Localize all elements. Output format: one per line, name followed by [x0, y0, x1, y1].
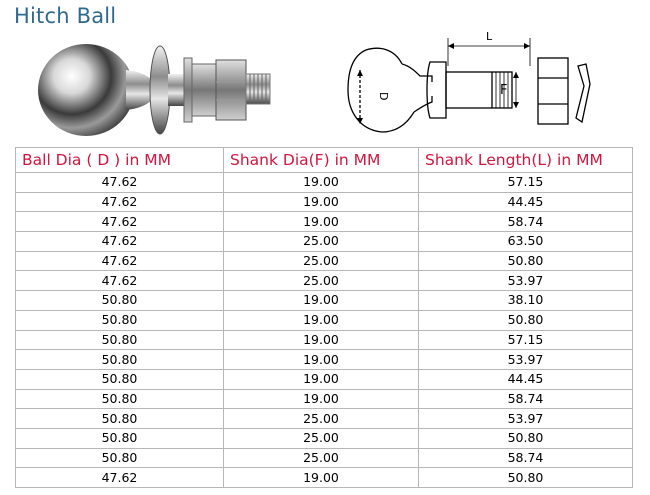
- cell-ball-dia: 50.80: [16, 369, 224, 389]
- cell-shank-length: 57.15: [419, 330, 633, 350]
- table-row: [16, 173, 633, 193]
- cell-shank-length: 53.97: [419, 271, 633, 291]
- cell-ball-dia: 47.62: [16, 468, 224, 488]
- cell-shank-dia: 25.00: [224, 271, 419, 291]
- cell-shank-length: 53.97: [419, 350, 633, 370]
- table-row: [16, 271, 633, 291]
- cell-shank-length: 57.15: [419, 173, 633, 193]
- table-row: [16, 448, 633, 468]
- cell-shank-dia: 19.00: [224, 330, 419, 350]
- table-row: [16, 468, 633, 488]
- cell-shank-length: 58.74: [419, 212, 633, 232]
- table-row: [16, 310, 633, 330]
- table-row: [16, 428, 633, 448]
- header-shank-length: Shank Length(L) in MM: [419, 148, 633, 173]
- cell-shank-length: 44.45: [419, 192, 633, 212]
- cell-ball-dia: 50.80: [16, 330, 224, 350]
- table-row: [16, 192, 633, 212]
- cell-shank-dia: 25.00: [224, 251, 419, 271]
- cell-ball-dia: 50.80: [16, 448, 224, 468]
- cell-shank-length: 53.97: [419, 409, 633, 429]
- table-row: [16, 251, 633, 271]
- table-header-row: [16, 148, 633, 173]
- shank-dia-label: F: [500, 83, 508, 98]
- cell-shank-length: 50.80: [419, 310, 633, 330]
- hitch-ball-photo: [28, 30, 298, 140]
- cell-ball-dia: 50.80: [16, 350, 224, 370]
- length-label: L: [486, 30, 493, 43]
- cell-shank-dia: 19.00: [224, 291, 419, 311]
- table-row: [16, 291, 633, 311]
- table-row: [16, 350, 633, 370]
- table-row: [16, 369, 633, 389]
- table-row: [16, 330, 633, 350]
- cell-shank-length: 58.74: [419, 389, 633, 409]
- table-row: [16, 389, 633, 409]
- cell-shank-length: 44.45: [419, 369, 633, 389]
- table-row: [16, 232, 633, 252]
- cell-shank-dia: 25.00: [224, 232, 419, 252]
- cell-shank-dia: 25.00: [224, 409, 419, 429]
- cell-shank-dia: 19.00: [224, 369, 419, 389]
- cell-shank-dia: 19.00: [224, 389, 419, 409]
- cell-ball-dia: 50.80: [16, 310, 224, 330]
- cell-shank-length: 38.10: [419, 291, 633, 311]
- cell-ball-dia: 47.62: [16, 251, 224, 271]
- header-ball-dia: Ball Dia ( D ) in MM: [16, 148, 224, 173]
- page-title: Hitch Ball: [14, 4, 117, 28]
- table-body: [16, 173, 633, 488]
- cell-shank-dia: 19.00: [224, 350, 419, 370]
- cell-shank-dia: 25.00: [224, 428, 419, 448]
- specs-table: [15, 147, 633, 488]
- cell-shank-length: 50.80: [419, 251, 633, 271]
- cell-ball-dia: 50.80: [16, 409, 224, 429]
- dimension-drawing: [342, 26, 642, 138]
- cell-ball-dia: 50.80: [16, 291, 224, 311]
- cell-ball-dia: 47.62: [16, 232, 224, 252]
- ball-dia-label: D: [377, 92, 390, 101]
- cell-shank-dia: 19.00: [224, 212, 419, 232]
- cell-shank-dia: 19.00: [224, 468, 419, 488]
- cell-shank-dia: 19.00: [224, 192, 419, 212]
- cell-ball-dia: 50.80: [16, 389, 224, 409]
- cell-shank-length: 50.80: [419, 428, 633, 448]
- cell-ball-dia: 50.80: [16, 428, 224, 448]
- cell-ball-dia: 47.62: [16, 173, 224, 193]
- table-row: [16, 409, 633, 429]
- cell-ball-dia: 47.62: [16, 212, 224, 232]
- cell-shank-dia: 25.00: [224, 448, 419, 468]
- cell-shank-length: 50.80: [419, 468, 633, 488]
- table-row: [16, 212, 633, 232]
- cell-shank-length: 63.50: [419, 232, 633, 252]
- cell-ball-dia: 47.62: [16, 271, 224, 291]
- cell-ball-dia: 47.62: [16, 192, 224, 212]
- cell-shank-dia: 19.00: [224, 310, 419, 330]
- header-shank-dia: Shank Dia(F) in MM: [224, 148, 419, 173]
- cell-shank-dia: 19.00: [224, 173, 419, 193]
- cell-shank-length: 58.74: [419, 448, 633, 468]
